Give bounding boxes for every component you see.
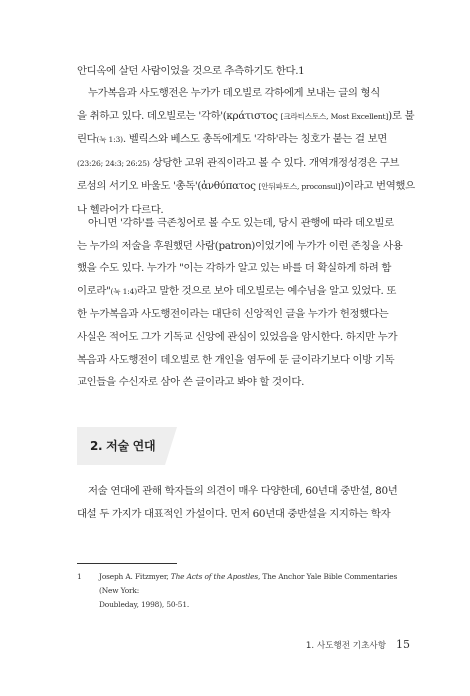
text-line: 이로라"(눅 1:4)라고 말한 것으로 보아 데오빌로는 예수님을 알고 있었다. 또 [77,284,397,297]
paragraph-dating [77,480,410,525]
paragraph-theophilus-title [77,82,415,222]
text-line: 을 취하고 있다. 데오빌로는 '각하'(κράτιστος [크라티스토스, Most Excellent])로 불 [77,109,415,122]
text-line: 복음과 사도행전이 데오빌로 한 개인을 염두에 둔 글이라기보다 이방 기독 [77,353,395,366]
text-line: 린다(눅 1:3). 벨릭스와 베스도 총독에게도 '각하'라는 칭호가 붙는 걸 보면 [77,133,387,146]
footnote-author: Joseph A. Fitzmyer, [99,572,171,581]
text-line: 저술 연대에 관해 학자들의 의견이 매우 다양한데, 60년대 중반설, 80년 [88,485,398,497]
text-line: 누가복음과 사도행전은 누가가 데오빌로 각하에게 보내는 글의 형식 [88,87,380,99]
footnote-book-title: The Acts of the Apostles [170,572,258,581]
chapter-title: 1. 사도행전 기초사항 [305,641,386,651]
footnote-line [99,570,411,598]
running-footer [306,638,410,651]
paragraph-theophilus-patron [77,212,410,394]
page-number: 15 [396,638,410,651]
paragraph-intro [77,60,410,83]
text-line: 사실은 적어도 그가 기독교 신앙에 관심이 있었음을 암시한다. 하지만 누가 [77,330,398,343]
text-line: 한 누가복음과 사도행전이라는 대단히 신앙적인 글을 누가가 헌정했다는 [77,308,389,321]
footnote-line: Doubleday, 1998), 50-51. [99,600,190,609]
footnote-divider [77,563,177,564]
section-heading: 2. 저술 연대 [90,439,156,453]
text-line: (23:26; 24:3; 26:25) 상당한 고위 관직이라고 볼 수 있다. 개역개정성경은 구브 [77,156,400,169]
footnote-number: 1 [77,572,82,581]
text-line: 로섬의 서기오 바울도 '총독'(ἀνθύπατος [안뒤파토스, proconsul])이라고 번역했으 [77,180,415,193]
footnote-publication: , The Anchor Yale Bible Commentaries (New York: [99,572,398,595]
text-line: 했을 수도 있다. 누가가 "이는 각하가 알고 있는 바를 더 확실하게 하려 함 [77,262,392,275]
text-line: 대설 두 가지가 대표적인 가설이다. 먼저 60년대 중반설을 지지하는 학자 [77,507,391,520]
text-line: 교인들을 수신자로 삼아 쓴 글이라고 봐야 할 것이다. [77,376,305,389]
text-line: 아니면 '각하'를 극존칭어로 볼 수도 있는데, 당시 관행에 따라 데오빌로 [88,217,394,229]
footnote-text [99,570,411,612]
text-line: 는 누가의 저술을 후원했던 사람(patron)이었기에 누가가 이런 존칭을 사용 [77,239,403,252]
text-line: 안디옥에 살던 사람이었을 것으로 추측하기도 한다.1 [77,65,305,77]
text-line: 나 헬라어가 다르다. [77,203,164,216]
